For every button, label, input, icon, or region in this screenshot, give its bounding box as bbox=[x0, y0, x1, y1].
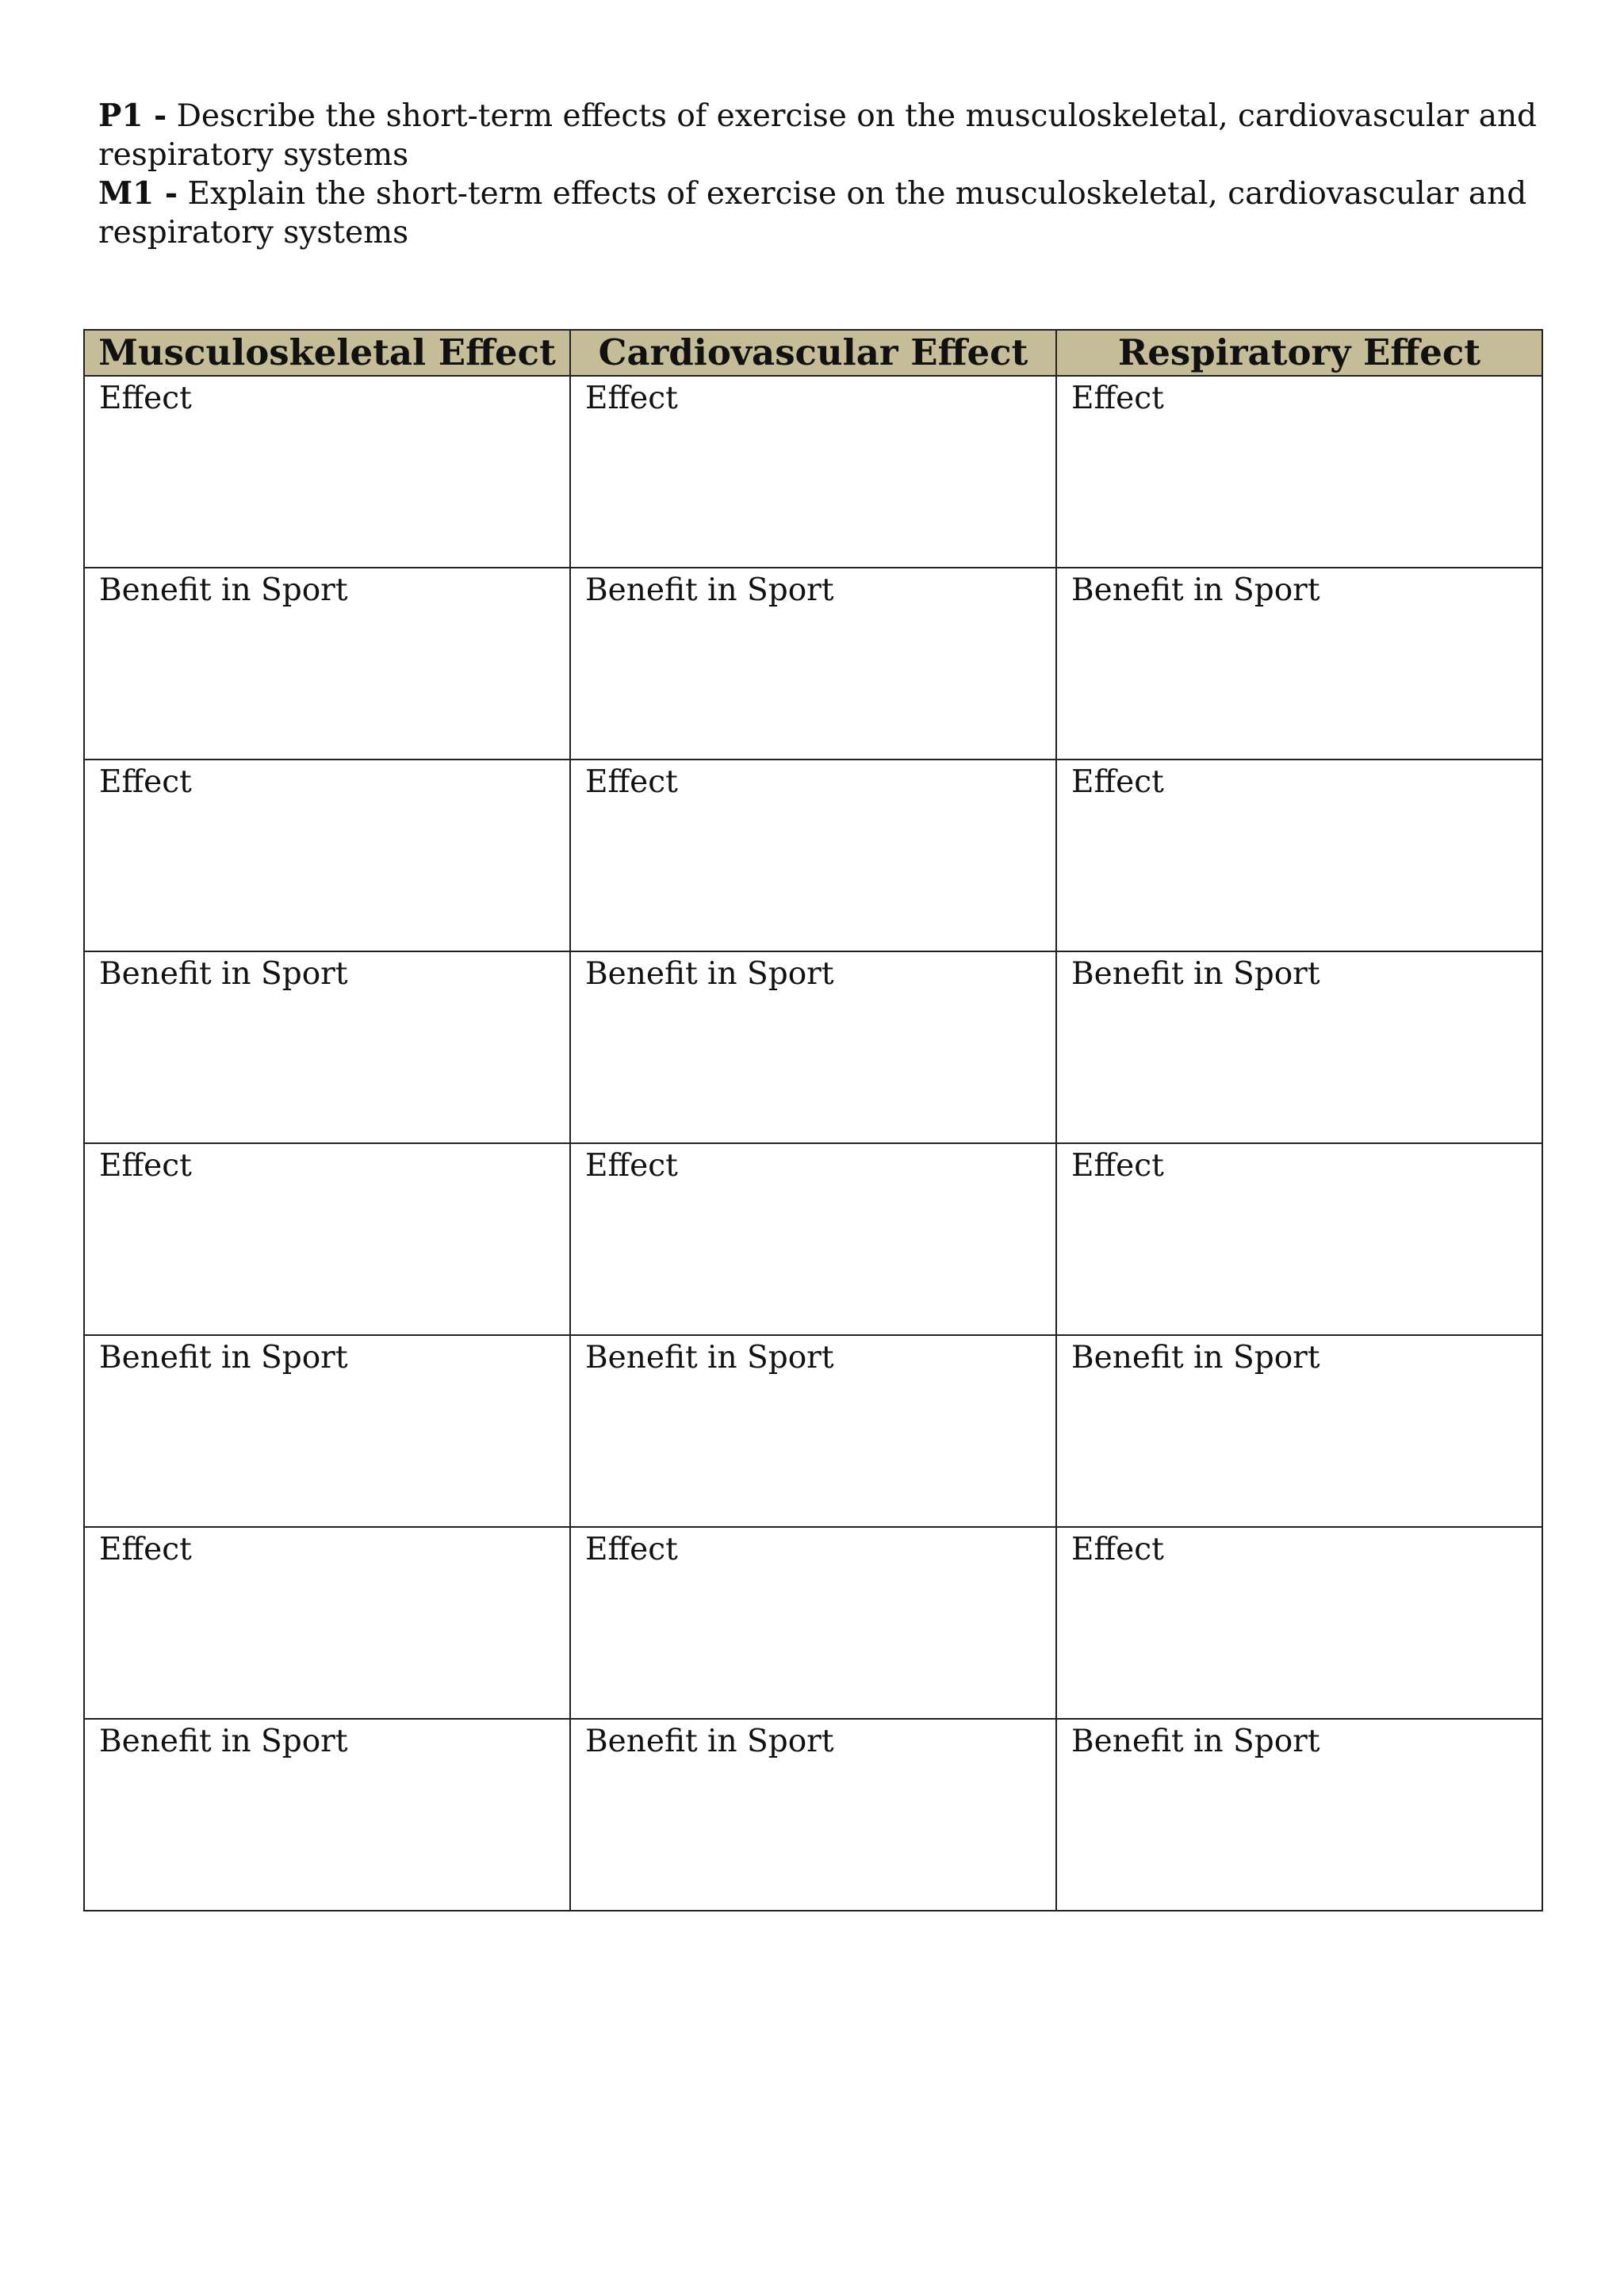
cell-label: Benefit in Sport bbox=[585, 1724, 834, 1759]
table-cell[interactable] bbox=[1056, 376, 1542, 568]
table-cell[interactable] bbox=[570, 376, 1056, 568]
cell-label: Benefit in Sport bbox=[1071, 956, 1320, 992]
table-cell[interactable] bbox=[570, 951, 1056, 1143]
cell-label: Benefit in Sport bbox=[1071, 1724, 1320, 1759]
header-cardiovascular: Cardiovascular Effect bbox=[570, 330, 1056, 376]
cell-label: Benefit in Sport bbox=[585, 956, 834, 992]
cell-label: Effect bbox=[1071, 1148, 1164, 1184]
table-cell[interactable] bbox=[1056, 1527, 1542, 1719]
table-cell[interactable] bbox=[1056, 1335, 1542, 1527]
criteria-instructions bbox=[98, 97, 1542, 252]
header-respiratory: Respiratory Effect bbox=[1056, 330, 1542, 376]
table-cell[interactable] bbox=[1056, 1719, 1542, 1911]
table-cell[interactable] bbox=[570, 1719, 1056, 1911]
table-cell[interactable] bbox=[84, 760, 570, 951]
table-cell[interactable] bbox=[1056, 951, 1542, 1143]
table-cell[interactable] bbox=[84, 568, 570, 760]
table-cell[interactable] bbox=[1056, 568, 1542, 760]
cell-label: Effect bbox=[585, 764, 678, 800]
table-row bbox=[84, 1527, 1542, 1719]
table-cell[interactable] bbox=[570, 1335, 1056, 1527]
cell-label: Effect bbox=[585, 381, 678, 416]
cell-label: Benefit in Sport bbox=[1071, 1340, 1320, 1376]
p1-code: P1 - bbox=[98, 98, 167, 134]
m1-criterion bbox=[98, 174, 1542, 252]
table-cell[interactable] bbox=[1056, 760, 1542, 951]
table-cell[interactable] bbox=[570, 1143, 1056, 1335]
cell-label: Effect bbox=[1071, 381, 1164, 416]
table-cell[interactable] bbox=[84, 951, 570, 1143]
cell-label: Benefit in Sport bbox=[99, 1724, 348, 1759]
m1-code: M1 - bbox=[98, 175, 178, 212]
table-cell[interactable] bbox=[570, 1527, 1056, 1719]
m1-text: Explain the short-term effects of exercise on the musculoskeletal, cardiovascular and respiratory systems bbox=[98, 176, 1527, 251]
cell-label: Effect bbox=[99, 764, 192, 800]
cell-label: Effect bbox=[585, 1532, 678, 1567]
cell-label: Effect bbox=[585, 1148, 678, 1184]
header-musculoskeletal: Musculoskeletal Effect bbox=[84, 330, 570, 376]
table-row bbox=[84, 1335, 1542, 1527]
cell-label: Effect bbox=[1071, 764, 1164, 800]
cell-label: Benefit in Sport bbox=[1071, 572, 1320, 608]
table-row bbox=[84, 1143, 1542, 1335]
table-cell[interactable] bbox=[1056, 1143, 1542, 1335]
table-cell[interactable] bbox=[570, 568, 1056, 760]
p1-text: Describe the short-term effects of exercise on the musculoskeletal, cardiovascular and respiratory systems bbox=[98, 98, 1538, 173]
cell-label: Effect bbox=[99, 1532, 192, 1567]
cell-label: Effect bbox=[1071, 1532, 1164, 1567]
table-cell[interactable] bbox=[84, 1719, 570, 1911]
table-cell[interactable] bbox=[84, 376, 570, 568]
table-cell[interactable] bbox=[84, 1335, 570, 1527]
cell-label: Benefit in Sport bbox=[585, 572, 834, 608]
cell-label: Benefit in Sport bbox=[99, 956, 348, 992]
cell-label: Benefit in Sport bbox=[99, 572, 348, 608]
table-cell[interactable] bbox=[84, 1143, 570, 1335]
table-cell[interactable] bbox=[570, 760, 1056, 951]
cell-label: Benefit in Sport bbox=[585, 1340, 834, 1376]
table-header-row bbox=[84, 330, 1542, 376]
table-row bbox=[84, 1719, 1542, 1911]
cell-label: Effect bbox=[99, 381, 192, 416]
effects-table bbox=[83, 329, 1543, 1911]
table-row bbox=[84, 951, 1542, 1143]
cell-label: Benefit in Sport bbox=[99, 1340, 348, 1376]
p1-criterion bbox=[98, 97, 1542, 174]
table-cell[interactable] bbox=[84, 1527, 570, 1719]
table-row bbox=[84, 760, 1542, 951]
table-row bbox=[84, 568, 1542, 760]
table-row bbox=[84, 376, 1542, 568]
cell-label: Effect bbox=[99, 1148, 192, 1184]
